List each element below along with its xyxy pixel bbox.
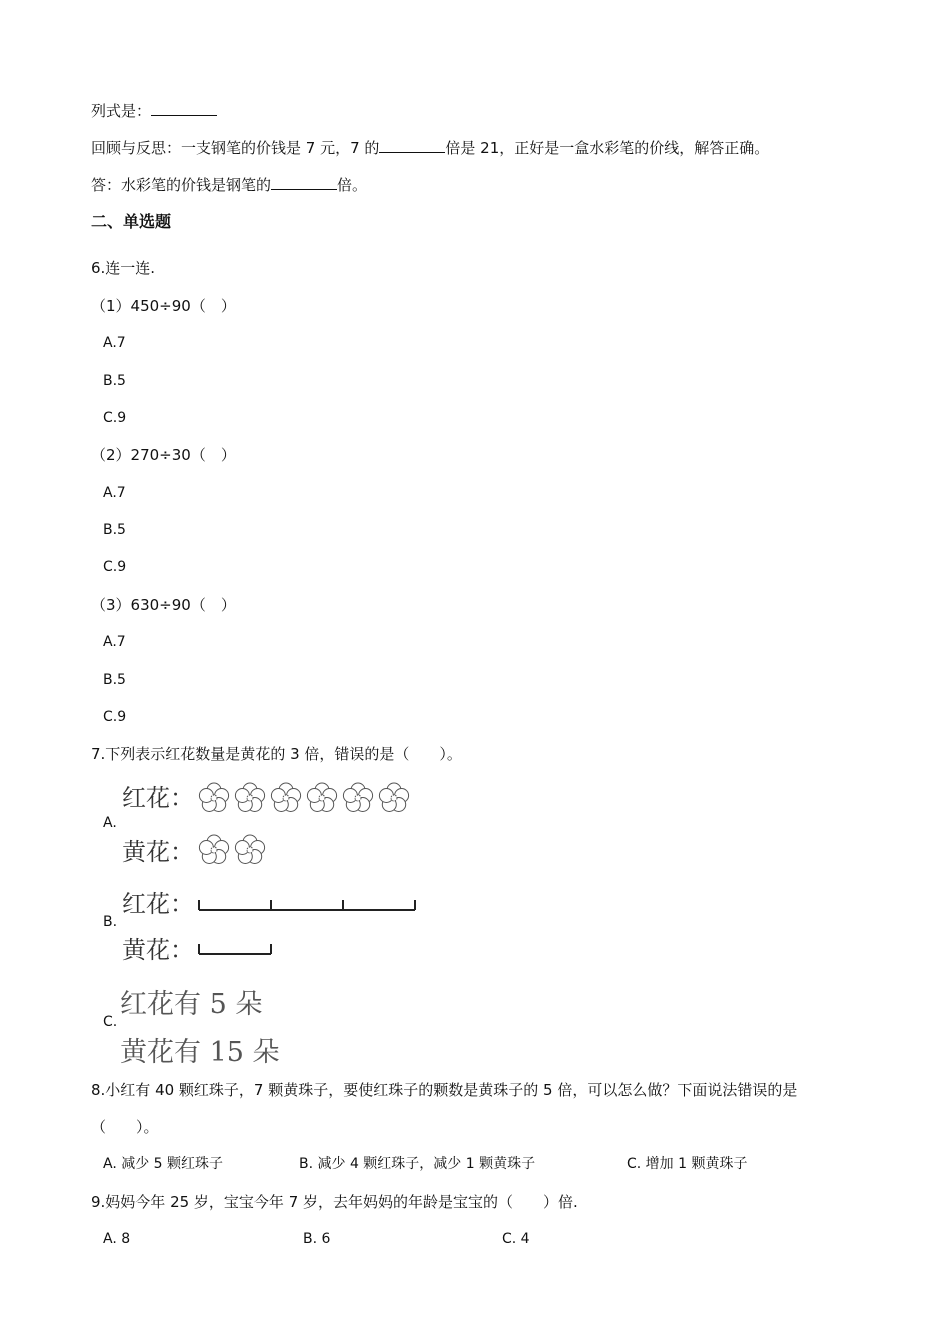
yellow-flower-icon [235,835,264,864]
q7-stem: 7.下列表示红花数量是黄花的 3 倍，错误的是（ ）。 [91,745,462,763]
q6-part2-option-c[interactable]: C.9 [103,559,127,575]
q6-part1-label: （1）450÷90（ ） [91,297,236,315]
q9-stem: 9.妈妈今年 25 岁，宝宝今年 7 岁，去年妈妈的年龄是宝宝的（ ）倍. [91,1193,578,1211]
q7b-red-label: 红花： [122,890,194,918]
q7a-yellow-label: 黄花： [122,838,194,866]
q6-part1-option-b[interactable]: B.5 [103,373,126,389]
section-title: 二、单选题 [91,212,172,231]
q7b-yellow-segments [196,940,296,960]
red-flower-icon [379,783,408,812]
q9-option-b[interactable]: B. 6 [303,1231,331,1247]
red-flower-icon [343,783,372,812]
formula-line [91,101,217,121]
q7b-red-segments [196,896,436,916]
q9-option-c[interactable]: C. 4 [502,1231,530,1247]
q7c-line2: 黄花有 15 朵 [120,1037,280,1068]
q6-part1-option-a[interactable]: A.7 [103,335,126,351]
red-flower-icon [199,783,228,812]
q6-part1-option-c[interactable]: C.9 [103,410,127,426]
q6-part3-option-a[interactable]: A.7 [103,634,126,650]
formula-label: 列式是： [91,102,152,120]
review-text-a: 回顾与反思：一支钢笔的价钱是 7 元，7 的 [91,139,380,157]
q7-option-a[interactable]: A. [103,815,117,831]
yellow-flower-icon [199,835,228,864]
red-flower-icon [235,783,264,812]
q6-part3-label: （3）630÷90（ ） [91,596,236,614]
review-line [91,138,769,158]
q7b-yellow-label: 黄花： [122,936,194,964]
red-flower-icon [271,783,300,812]
q9-option-a[interactable]: A. 8 [103,1231,131,1247]
q7c-line1: 红花有 5 朵 [120,989,263,1020]
q7-option-c[interactable]: C. [103,1014,118,1030]
q6-part2-option-b[interactable]: B.5 [103,522,126,538]
review-text-b: 倍是 21，正好是一盒水彩笔的价线，解答正确。 [445,139,770,157]
answer-text-b: 倍。 [337,176,368,194]
answer-blank[interactable] [271,175,337,190]
red-flower-icon [307,783,336,812]
q6-stem: 6.连一连. [91,259,156,277]
answer-line [91,175,367,195]
q8-option-b[interactable]: B. 减少 4 颗红珠子，减少 1 颗黄珠子 [299,1156,536,1172]
q7a-red-flowers [196,778,436,818]
q7-option-b[interactable]: B. [103,914,118,930]
q6-part3-option-b[interactable]: B.5 [103,672,126,688]
q8-stem-line2: （ ）。 [91,1118,159,1136]
q6-part2-label: （2）270÷30（ ） [91,446,236,464]
answer-text-a: 答：水彩笔的价钱是钢笔的 [91,176,272,194]
q8-option-c[interactable]: C. 增加 1 颗黄珠子 [627,1156,748,1172]
q7a-red-label: 红花： [122,784,194,812]
q8-stem-line1: 8.小红有 40 颗红珠子，7 颗黄珠子，要使红珠子的颗数是黄珠子的 5 倍，可以怎么做？下面说法错误的是 [91,1081,798,1099]
q6-part2-option-a[interactable]: A.7 [103,485,126,501]
review-blank[interactable] [379,138,445,153]
q7a-yellow-flowers [196,830,296,870]
q8-option-a[interactable]: A. 减少 5 颗红珠子 [103,1156,224,1172]
formula-blank[interactable] [151,101,217,116]
q6-part3-option-c[interactable]: C.9 [103,709,127,725]
